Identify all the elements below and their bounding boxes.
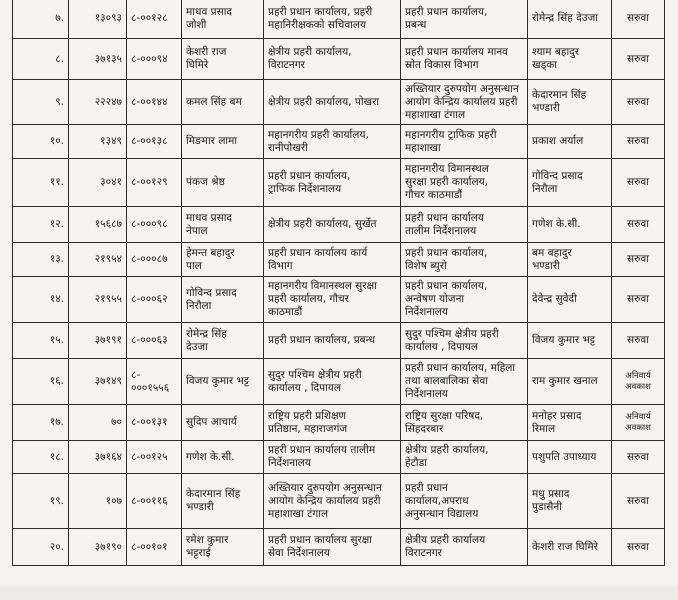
table-row <box>13 359 665 405</box>
name-cell: कमल सिंह बम <box>182 80 264 125</box>
name-cell: केदारमान सिंह भण्डारी <box>182 474 264 529</box>
from-office-cell: प्रहरी प्रधान कार्यालय कार्य विभाग <box>264 243 401 277</box>
number-cell: २१९५४ <box>69 243 127 277</box>
from-office-cell: क्षेत्रीय प्रहरी कार्यालय, विराटनगर <box>264 39 401 80</box>
number-cell: ३७१४९ <box>69 359 127 405</box>
table-row <box>13 323 665 359</box>
to-office-cell: क्षेत्रीय प्रहरी कार्यालय, हेटौडा <box>401 441 528 474</box>
remark-cell: सरुवा <box>612 243 665 277</box>
serial-number-cell: ८. <box>13 39 69 80</box>
from-office-cell: क्षेत्रीय प्रहरी कार्यालय, सुर्खेत <box>264 207 401 243</box>
replacement-cell: बम बहादुर भण्डारी <box>528 243 612 277</box>
remark-cell: अनिवार्य अवकाश <box>612 405 665 441</box>
from-office-cell: प्रहरी प्रधान कार्यालय, प्रबन्ध <box>264 323 401 359</box>
code-cell: ८-०००८७ <box>127 243 182 277</box>
number-cell: ३७१३५ <box>69 39 127 80</box>
number-cell: ७० <box>69 405 127 441</box>
replacement-cell: मनोहर प्रसाद रिमाल <box>528 405 612 441</box>
to-office-cell: प्रहरी प्रधान कार्यालय मानव स्रोत विकास विभाग <box>401 39 528 80</box>
replacement-cell: श्याम बहादुर खड्का <box>528 39 612 80</box>
number-cell: १३४९ <box>69 125 127 159</box>
table-row <box>13 80 665 125</box>
serial-number-cell: १०. <box>13 125 69 159</box>
number-cell: ३७१९० <box>69 529 127 566</box>
name-cell: रमेश कुमार भट्टराई <box>182 529 264 566</box>
table-row <box>13 207 665 243</box>
replacement-cell: प्रकाश अर्याल <box>528 125 612 159</box>
to-office-cell: प्रहरी प्रधान कार्यालय, महिला तथा बालबालिका सेवा निर्देशनालय <box>401 359 528 405</box>
to-office-cell: प्रहरी प्रधान कार्यालय, विशेष ब्युरो <box>401 243 528 277</box>
name-cell: मिङमार लामा <box>182 125 264 159</box>
serial-number-cell: १४. <box>13 277 69 323</box>
page-edge <box>0 586 678 600</box>
serial-number-cell: ११. <box>13 159 69 207</box>
code-cell: ८-०००६२ <box>127 277 182 323</box>
table-row <box>13 474 665 529</box>
replacement-cell: देवेन्द्र सुवेदी <box>528 277 612 323</box>
name-cell: केशरी राज घिमिरे <box>182 39 264 80</box>
transfer-table <box>12 0 665 566</box>
name-cell: माधव प्रसाद जोशी <box>182 0 264 39</box>
replacement-cell: गोविन्द प्रसाद निरौला <box>528 159 612 207</box>
serial-number-cell: ९. <box>13 80 69 125</box>
number-cell: १५६८७ <box>69 207 127 243</box>
remark-cell: अनिवार्य अवकाश <box>612 359 665 405</box>
remark-cell: सरुवा <box>612 474 665 529</box>
remark-cell: सरुवा <box>612 441 665 474</box>
replacement-cell: मधु प्रसाद पुडासैनी <box>528 474 612 529</box>
code-cell: ८-०००६३ <box>127 323 182 359</box>
number-cell: १३०९३ <box>69 0 127 39</box>
remark-cell: सरुवा <box>612 125 665 159</box>
name-cell: रोमेन्द्र सिंह देउजा <box>182 323 264 359</box>
name-cell: पंकज श्रेष्ठ <box>182 159 264 207</box>
name-cell: सुदिप आचार्य <box>182 405 264 441</box>
code-cell: ८-००१२५ <box>127 441 182 474</box>
from-office-cell: महानगरीय विमानस्थल सुरक्षा प्रहरी कार्यालय, गौचर काठमाडौं <box>264 277 401 323</box>
replacement-cell: विजय कुमार भट्ट <box>528 323 612 359</box>
code-cell: ८-०००९४ <box>127 39 182 80</box>
name-cell: विजय कुमार भट्ट <box>182 359 264 405</box>
serial-number-cell: १३. <box>13 243 69 277</box>
code-cell: ८-००१३१ <box>127 405 182 441</box>
serial-number-cell: १८. <box>13 441 69 474</box>
from-office-cell: राष्ट्रिय प्रहरी प्रशिक्षण प्रतिष्ठान, महाराजगंज <box>264 405 401 441</box>
remark-cell: सरुवा <box>612 529 665 566</box>
to-office-cell: क्षेत्रीय प्रहरी कार्यालय विराटनगर <box>401 529 528 566</box>
table-row <box>13 529 665 566</box>
code-cell: ८-००१४४ <box>127 80 182 125</box>
serial-number-cell: १७. <box>13 405 69 441</box>
from-office-cell: सुदुर पश्चिम क्षेत्रीय प्रहरी कार्यालय , दिपायल <box>264 359 401 405</box>
remark-cell: सरुवा <box>612 80 665 125</box>
remark-cell: सरुवा <box>612 0 665 39</box>
code-cell: ८-००११६ <box>127 474 182 529</box>
table-row <box>13 405 665 441</box>
number-cell: ३७१९१ <box>69 323 127 359</box>
to-office-cell: महानगरीय ट्राफिक प्रहरी महाशाखा <box>401 125 528 159</box>
name-cell: गणेश के.सी. <box>182 441 264 474</box>
to-office-cell: महानगरीय विमानस्थल सुरक्षा प्रहरी कार्यालय, गौचर काठमाडौं <box>401 159 528 207</box>
table-row <box>13 39 665 80</box>
to-office-cell: प्रहरी प्रधान कार्यालय, प्रबन्ध <box>401 0 528 39</box>
code-cell: ८- ०००१५५६ <box>127 359 182 405</box>
from-office-cell: प्रहरी प्रधान कार्यालय, ट्राफिक निर्देशनालय <box>264 159 401 207</box>
from-office-cell: प्रहरी प्रधान कार्यालय सुरक्षा सेवा निर्देशनालय <box>264 529 401 566</box>
to-office-cell: प्रहरी प्रधान कार्यालय तालीम निर्देशनालय <box>401 207 528 243</box>
number-cell: ३०४१ <box>69 159 127 207</box>
code-cell: ८-००१२८ <box>127 0 182 39</box>
remark-cell: सरुवा <box>612 207 665 243</box>
from-office-cell: प्रहरी प्रधान कार्यालय तालीम निर्देशनालय <box>264 441 401 474</box>
table-row <box>13 243 665 277</box>
to-office-cell: सुदुर पश्चिम क्षेत्रीय प्रहरी कार्यालय , दिपायल <box>401 323 528 359</box>
remark-cell: सरुवा <box>612 277 665 323</box>
from-office-cell: अख्तियार दुरुपयोग अनुसन्धान आयोग केन्द्रिय कार्यालय प्रहरी महाशाखा टंगाल <box>264 474 401 529</box>
name-cell: गोविन्द प्रसाद निरौला <box>182 277 264 323</box>
table-row <box>13 125 665 159</box>
to-office-cell: राष्ट्रिय सुरक्षा परिषद, सिंहदरबार <box>401 405 528 441</box>
replacement-cell: केदारमान सिंह भण्डारी <box>528 80 612 125</box>
to-office-cell: प्रहरी प्रधान कार्यालय,अपराध अनुसन्धान विद्यालय <box>401 474 528 529</box>
from-office-cell: क्षेत्रीय प्रहरी कार्यालय, पोखरा <box>264 80 401 125</box>
remark-cell: सरुवा <box>612 323 665 359</box>
from-office-cell: महानगरीय प्रहरी कार्यालय, रानीपोखरी <box>264 125 401 159</box>
code-cell: ८-००१२९ <box>127 159 182 207</box>
remark-cell: सरुवा <box>612 159 665 207</box>
number-cell: २१९५५ <box>69 277 127 323</box>
table-row <box>13 0 665 39</box>
name-cell: माधव प्रसाद नेपाल <box>182 207 264 243</box>
from-office-cell: प्रहरी प्रधान कार्यालय, प्रहरी महानिरीक्षकको सचिवालय <box>264 0 401 39</box>
replacement-cell: रोमेन्द्र सिंह देउजा <box>528 0 612 39</box>
code-cell: ८-००१३८ <box>127 125 182 159</box>
serial-number-cell: १२. <box>13 207 69 243</box>
table-row <box>13 277 665 323</box>
replacement-cell: केशरी राज घिमिरे <box>528 529 612 566</box>
name-cell: हेमन्त बहादुर पाल <box>182 243 264 277</box>
serial-number-cell: १९. <box>13 474 69 529</box>
serial-number-cell: १५. <box>13 323 69 359</box>
code-cell: ८-०००९८ <box>127 207 182 243</box>
serial-number-cell: ७. <box>13 0 69 39</box>
table-row <box>13 441 665 474</box>
to-office-cell: प्रहरी प्रधान कार्यालय, अन्वेषण योजना निर्देशनालय <box>401 277 528 323</box>
serial-number-cell: २०. <box>13 529 69 566</box>
serial-number-cell: १६. <box>13 359 69 405</box>
code-cell: ८-००१०१ <box>127 529 182 566</box>
replacement-cell: पशुपति उपाध्याय <box>528 441 612 474</box>
remark-cell: सरुवा <box>612 39 665 80</box>
number-cell: ३७१६४ <box>69 441 127 474</box>
to-office-cell: अख्तियार दुरुपयोग अनुसन्धान आयोग केन्द्रिय कार्यालय प्रहरी महाशाखा टंगाल <box>401 80 528 125</box>
number-cell: २२२४७ <box>69 80 127 125</box>
table-row <box>13 159 665 207</box>
number-cell: १०७ <box>69 474 127 529</box>
replacement-cell: राम कुमार खनाल <box>528 359 612 405</box>
replacement-cell: गणेश के.सी. <box>528 207 612 243</box>
